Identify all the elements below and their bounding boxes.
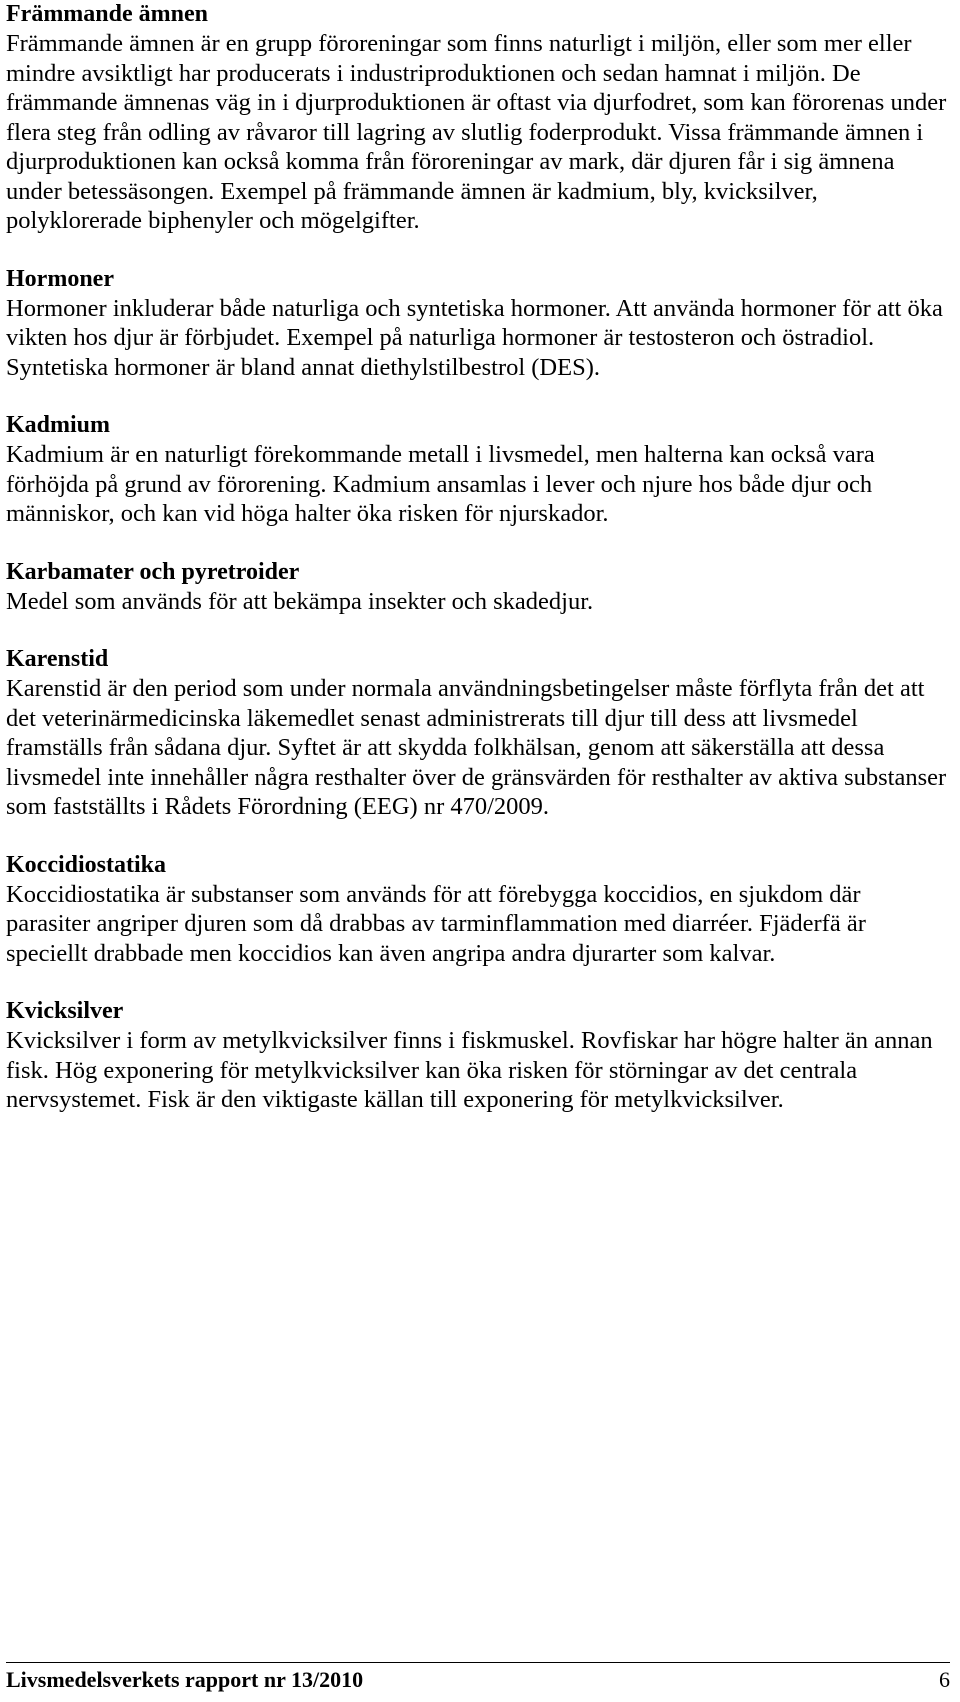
glossary-entry-frammande-amnen <box>6 0 950 236</box>
entry-body: Hormoner inkluderar både naturliga och syntetiska hormoner. Att använda hormoner för att öka vikten hos djur är förbjudet. Exempel på naturliga hormoner är testosteron och östradiol. Syntetiska hormoner är bland annat diethylstilbestrol (DES). <box>6 294 943 381</box>
entry-heading: Främmande ämnen <box>6 1 208 27</box>
report-title: Livsmedelsverkets rapport nr 13/2010 <box>6 1667 364 1692</box>
entry-body: Medel som används för att bekämpa insekter och skadedjur. <box>6 587 594 615</box>
glossary-entry-koccidiostatika <box>6 851 950 969</box>
entry-body: Kvicksilver i form av metylkvicksilver finns i fiskmuskel. Rovfiskar har högre halter än annan fisk. Hög exponering för metylkvicksilver kan öka risken för störningar av det centrala nervsystemet. Fisk är den viktigaste källan till exponering för metylkvicksilver. <box>6 1027 933 1113</box>
entry-body: Koccidiostatika är substanser som används för att förebygga koccidios, en sjukdom där parasiter angriper djuren som då drabbas av tarminflammation med diarréer. Fjäderfä är speciellt drabbade men koccidios kan även angripa andra djurarter som kalvar. <box>6 880 866 967</box>
entry-body: Kadmium är en naturligt förekommande metall i livsmedel, men halterna kan också vara förhöjda på grund av förorening. Kadmium ansamlas i lever och njure hos både djur och människor, och kan vid höga halter öka risken för njurskador. <box>6 441 875 527</box>
page-footer <box>6 1662 950 1697</box>
entry-body: Främmande ämnen är en grupp föroreningar som finns naturligt i miljön, eller som mer eller mindre avsiktligt har producerats i industriproduktionen och sedan hamnat i miljön. De främmande ämnenas väg in i djurproduktionen är oftast via djurfodret, som kan förorenas under flera steg från odling av råvaror till lagring av slutlig foderprodukt. Vissa främmande ämnen i djurproduktionen kan också komma från föroreningar av mark, där djuren får i sig ämnena under betessäsongen. Exempel på främmande ämnen är kadmium, bly, kvicksilver, polyklorerade biphenyler och mögelgifter. <box>6 30 947 234</box>
entry-heading: Karbamater och pyretroider <box>6 558 300 585</box>
page-number: 6 <box>939 1667 950 1692</box>
glossary-entry-kadmium <box>6 411 950 529</box>
entry-heading: Karenstid <box>6 646 109 672</box>
entry-heading: Kvicksilver <box>6 998 124 1024</box>
entry-heading: Kadmium <box>6 412 111 438</box>
entry-body: Karenstid är den period som under normala användningsbetingelser måste förflyta från det att det veterinärmedicinska läkemedlet senast administrerats till djur till dess att livsmedel framställs från sådana djur. Syftet är att skydda folkhälsan, genom att säkerställa att dessa livsmedel inte innehåller några resthalter över de gränsvärden för resthalter av aktiva substanser som fastställts i Rådets Förordning (EEG) nr 470/2009. <box>6 675 947 820</box>
glossary-content <box>6 0 950 1144</box>
entry-heading: Hormoner <box>6 265 114 292</box>
glossary-entry-karenstid <box>6 645 950 822</box>
glossary-entry-kvicksilver <box>6 997 950 1115</box>
glossary-entry-karbamater <box>6 558 950 617</box>
entry-heading: Koccidiostatika <box>6 851 166 878</box>
glossary-entry-hormoner <box>6 265 950 383</box>
